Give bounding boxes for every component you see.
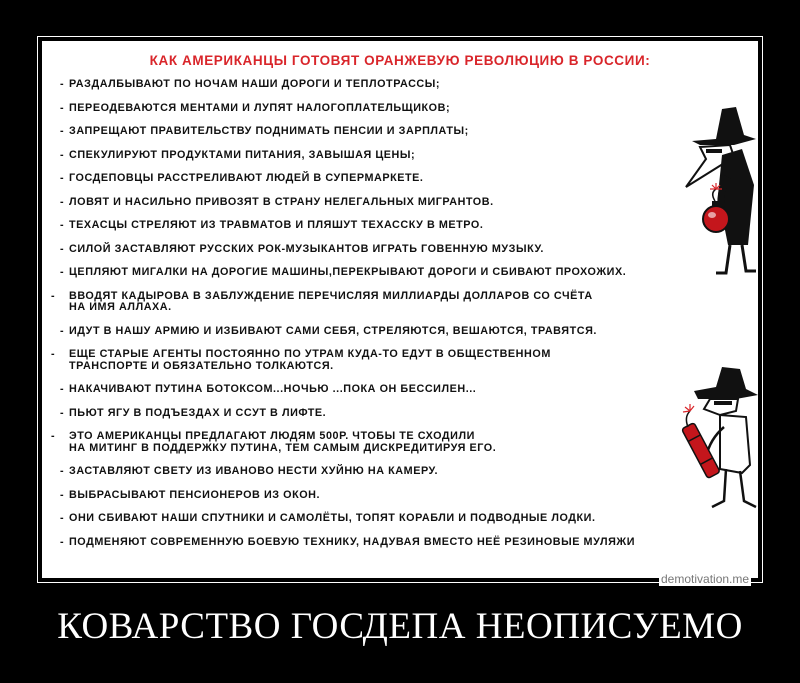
list-item: - ПЕРЕОДЕВАЮТСЯ МЕНТАМИ И ЛУПЯТ НАЛОГОПЛАТЕЛЬЩИКОВ; [60, 101, 451, 114]
list-item: - ИДУТ В НАШУ АРМИЮ И ИЗБИВАЮТ САМИ СЕБЯ, СТРЕЛЯЮТСЯ, ВЕШАЮТСЯ, ТРАВЯТСЯ. [60, 324, 597, 337]
list-item: - СПЕКУЛИРУЮТ ПРОДУКТАМИ ПИТАНИЯ, ЗАВЫШАЯ ЦЕНЫ; [60, 148, 416, 161]
list-item: - ЗАПРЕЩАЮТ ПРАВИТЕЛЬСТВУ ПОДНИМАТЬ ПЕНСИИ И ЗАРПЛАТЫ; [60, 125, 469, 137]
poster-panel [40, 39, 760, 580]
list-item: - ЛОВЯТ И НАСИЛЬНО ПРИВОЗЯТ В СТРАНУ НЕЛЕГАЛЬНЫХ МИГРАНТОВ. [60, 195, 494, 208]
spy-with-dynamite-icon [650, 361, 760, 511]
list-item: - ВЫБРАСЫВАЮТ ПЕНСИОНЕРОВ ИЗ ОКОН. [60, 488, 321, 501]
list-item: - СИЛОЙ ЗАСТАВЛЯЮТ РУССКИХ РОК-МУЗЫКАНТОВ ИГРАТЬ ГОВЕННУЮ МУЗЫКУ. [60, 242, 544, 255]
list-item: - ГОСДЕПОВЦЫ РАССТРЕЛИВАЮТ ЛЮДЕЙ В СУПЕРМАРКЕТЕ. [60, 172, 424, 184]
list-item: - ЗАСТАВЛЯЮТ СВЕТУ ИЗ ИВАНОВО НЕСТИ ХУЙНЮ НА КАМЕРУ. [60, 465, 439, 477]
list-item: - ВВОДЯТ КАДЫРОВА В ЗАБЛУЖДЕНИЕ ПЕРЕЧИСЛЯЯ МИЛЛИАРДЫ ДОЛЛАРОВ СО СЧЁТА НА ИМЯ АЛЛАХА. [51, 289, 593, 313]
list-item: - ОНИ СБИВАЮТ НАШИ СПУТНИКИ И САМОЛЁТЫ, ТОПЯТ КОРАБЛИ И ПОДВОДНЫЕ ЛОДКИ. [60, 512, 596, 524]
list-item: - ТЕХАСЦЫ СТРЕЛЯЮТ ИЗ ТРАВМАТОВ И ПЛЯШУТ ТЕХАССКУ В МЕТРО. [60, 219, 484, 231]
list-item: - ЕЩЕ СТАРЫЕ АГЕНТЫ ПОСТОЯННО ПО УТРАМ КУДА-ТО ЕДУТ В ОБЩЕСТВЕННОМ ТРАНСПОРТЕ И ОБЯЗАТЕЛЬНО ТОЛКАЮТСЯ. [51, 348, 551, 372]
list-item: - ЭТО АМЕРИКАНЦЫ ПРЕДЛАГАЮТ ЛЮДЯМ 500Р. ЧТОБЫ ТЕ СХОДИЛИ НА МИТИНГ В ПОДДЕРЖКУ ПУТИНА, ТЕМ САМЫМ ДИСКРЕДИТИРУЯ ЕГО. [51, 430, 497, 454]
poster-headline: КАК АМЕРИКАНЦЫ ГОТОВЯТ ОРАНЖЕВУЮ РЕВОЛЮЦИЮ В РОССИИ: [149, 53, 651, 68]
list-item: - ПОДМЕНЯЮТ СОВРЕМЕННУЮ БОЕВУЮ ТЕХНИКУ, НАДУВАЯ ВМЕСТО НЕЁ РЕЗИНОВЫЕ МУЛЯЖИ [60, 535, 636, 548]
list-item: - ЦЕПЛЯЮТ МИГАЛКИ НА ДОРОГИЕ МАШИНЫ,ПЕРЕКРЫВАЮТ ДОРОГИ И СБИВАЮТ ПРОХОЖИХ. [60, 266, 627, 278]
list-item: - РАЗДАЛБЫВАЮТ ПО НОЧАМ НАШИ ДОРОГИ И ТЕПЛОТРАССЫ; [60, 78, 441, 90]
watermark: demotivation.me [661, 572, 750, 586]
spy-with-bomb-icon [682, 95, 760, 275]
list-item: - ПЬЮТ ЯГУ В ПОДЪЕЗДАХ И ССУТ В ЛИФТЕ. [60, 406, 327, 419]
poster-caption: КОВАРСТВО ГОСДЕПА НЕОПИСУЕМО [57, 606, 743, 647]
list-item: - НАКАЧИВАЮТ ПУТИНА БОТОКСОМ...НОЧЬЮ ...ПОКА ОН БЕССИЛЕН... [60, 383, 477, 395]
